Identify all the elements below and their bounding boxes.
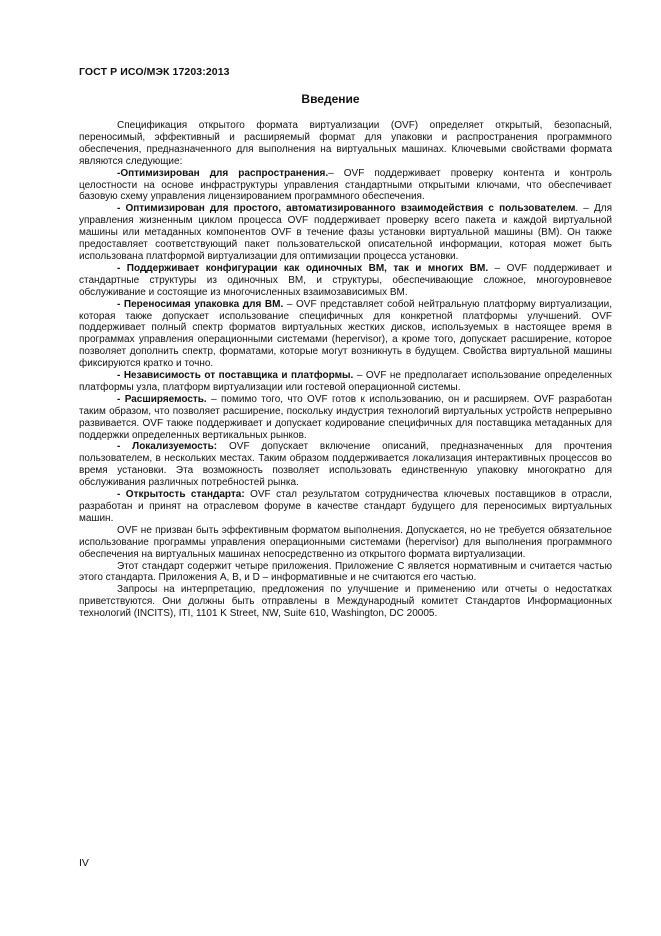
paragraph: Этот стандарт содержит четыре приложения. Приложение C является нормативным и считается частью этого стандарта. Приложения A, B, и D – информативные и не считаются его частью.: [79, 560, 612, 584]
paragraph: Запросы на интерпретацию, предложения по улучшение и применению или отчеты о недостатках приветствуются. Они должны быть отправлены в Международный комитет Стандартов Информационных технологий (INCITS), ITI, 1101 K Street, NW, Suite 610, Washington, DC 20005.: [79, 584, 612, 620]
paragraph: Спецификация открытого формата виртуализации (OVF) определяет открытый, безопасный, переносимый, эффективный и расширяемый формат для упаковки и распространения программного обеспечения, предназначенного для выполнения на виртуальных машинах. Ключевыми свойствами формата являются следующие:: [79, 120, 612, 167]
paragraph-lead: - Независимость от поставщика и платформы.: [117, 370, 354, 382]
paragraph: - Оптимизирован для простого, автоматизированного взаимодействия с пользователем. – Для управления жизненным циклом процесса OVF поддерживает проверку всего пакета и каждой виртуальной машины или метаданных компонентов OVF в течение фазы установки виртуальной машины (ВМ). Он также предоставляет соответствующий пакет пользовательской описательной информации, которая может быть использована платформой виртуализации для оптимизации процесса установки.: [79, 203, 612, 262]
paragraph: - Переносимая упаковка для ВМ. – OVF представляет собой нейтральную платформу виртуализации, которая также допускает использование специфичных для конкретной платформы улучшений. OVF поддерживает полный спектр форматов виртуальных жестких дисков, используемых в настоящее время в программах управления операционными системами (hepervisor), а кроме того, допускает расширение, которое позволяет дополнить спектр, форматами, которые могут возникнуть в будущем. Свойства виртуальной машины фиксируются кратко и точно.: [79, 298, 612, 370]
paragraph: - Независимость от поставщика и платформы. – OVF не предполагает использование определенных платформы узла, платформ виртуализации или гостевой операционной системы.: [79, 370, 612, 393]
paragraph: -Оптимизирован для распространения.– OVF поддерживает проверку контента и контроль целостности на основе инфраструктуры управления стандартными открытыми ключами, что обеспечивает базовую схему управления лицензированием программного обеспечения.: [79, 167, 613, 203]
standard-header: ГОСТ Р ИСО/МЭК 17203:2013: [79, 66, 230, 78]
paragraph-lead: - Открытость стандарта:: [117, 489, 245, 501]
paragraph: - Локализуемость: OVF допускает включение описаний, предназначенных для прочтения пользователем, в нескольких местах. Таким образом поддерживается локализация интерактивных процессов во время установки. Эта возможность позволяет использовать единственную упаковку многократно для обслуживания различных потребностей рынка.: [79, 441, 612, 489]
paragraph-lead: -Оптимизирован для распространения.: [117, 167, 329, 179]
introduction-body: [79, 120, 612, 620]
section-title: Введение: [301, 92, 360, 106]
paragraph: - Расширяемость. – помимо того, что OVF готов к использованию, он и расширяем. OVF разработан таким образом, что позволяет расширение, поскольку индустрия технологий виртуальных устройств непрерывно развивается. OVF также поддерживает и допускает кодирование специфичных для поставщика метаданных для поддержки определенных вертикальных рынков.: [79, 393, 612, 441]
paragraph-lead: - Оптимизирован для простого, автоматизированного взаимодействия с пользователем: [117, 203, 576, 215]
paragraph: - Открытость стандарта: OVF стал результатом сотрудничества ключевых поставщиков в отрасли, разработан и принят на отраслевом форуме в качестве стандарт будущего для переносимых виртуальных машин.: [79, 489, 612, 524]
paragraph-lead: - Переносимая упаковка для ВМ.: [117, 298, 284, 310]
paragraph: - Поддерживает конфигурации как одиночных ВМ, так и многих ВМ. – OVF поддерживает и стандартные структуры из одиночных ВМ, и структуры, обеспечивающие сложное, многоуровневое обслуживание и состоящие из многочисленных взаимозависимых ВМ.: [79, 262, 612, 298]
page-number: IV: [79, 857, 89, 869]
paragraph-lead: - Расширяемость.: [117, 393, 207, 405]
paragraph-lead: - Локализуемость:: [117, 441, 218, 453]
paragraph-lead: - Поддерживает конфигурации как одиночных ВМ, так и многих ВМ.: [117, 262, 489, 274]
paragraph: OVF не призван быть эффективным форматом выполнения. Допускается, но не требуется обязательное использование программы управления операционными системами (hepervisor) для выполнения программного обеспечения на виртуальных машинах непосредственно из открытого формата виртуализации.: [79, 524, 612, 560]
